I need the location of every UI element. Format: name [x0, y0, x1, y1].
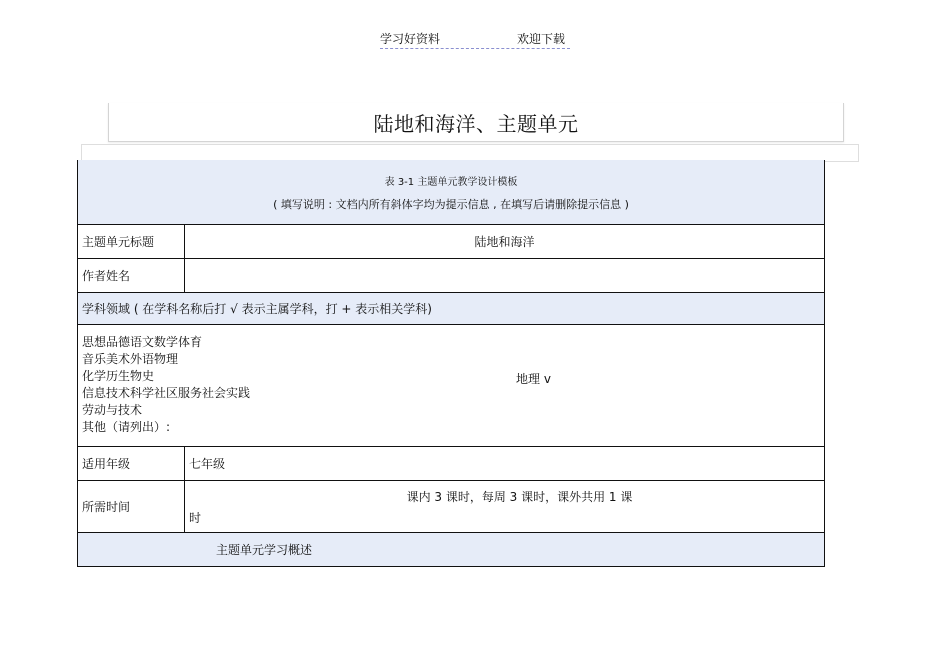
- unit-design-table: [77, 160, 825, 567]
- table-caption: 表 3-1 主题单元教学设计模板: [384, 177, 518, 189]
- subject-line: 劳动与技术: [82, 403, 143, 417]
- time-label: 所需时间: [78, 480, 185, 532]
- author-value[interactable]: [185, 258, 825, 292]
- subject-line: 信息技术科学社区服务社会实践: [82, 386, 251, 400]
- subject-line: 思想品德语文数学体育: [82, 335, 203, 349]
- subject-list-cell: [78, 324, 825, 446]
- author-label: 作者姓名: [78, 258, 185, 292]
- document-title: 陆地和海洋、主题单元: [108, 103, 844, 142]
- header-left-text: 学习好资料: [380, 32, 441, 46]
- subject-line: 化学历生物史: [82, 369, 155, 383]
- geography-mark: 地理 v: [516, 371, 551, 386]
- time-value-line1: 课内 3 课时，每周 3 课时，课外共用 1 课: [406, 490, 633, 504]
- overview-heading: 主题单元学习概述: [78, 532, 825, 566]
- page-header: [380, 30, 570, 49]
- time-value-cell[interactable]: [185, 480, 825, 532]
- table-instruction: ( 填写说明 : 文档内所有斜体字均为提示信息 , 在填写后请删除提示信息 ): [273, 198, 629, 212]
- subject-line: 其他（请列出）:: [82, 420, 171, 434]
- grade-label: 适用年级: [78, 446, 185, 480]
- subject-line: 音乐美术外语物理: [82, 352, 179, 366]
- header-right-text: 欢迎下载: [517, 32, 566, 46]
- table-caption-cell: [78, 160, 825, 224]
- subject-area-heading: 学科领域 ( 在学科名称后打 √ 表示主属学科，打 + 表示相关学科): [78, 292, 825, 324]
- unit-title-value[interactable]: 陆地和海洋: [185, 224, 825, 258]
- unit-title-label: 主题单元标题: [78, 224, 185, 258]
- grade-value[interactable]: 七年级: [185, 446, 825, 480]
- time-value-line2: 时: [189, 511, 202, 525]
